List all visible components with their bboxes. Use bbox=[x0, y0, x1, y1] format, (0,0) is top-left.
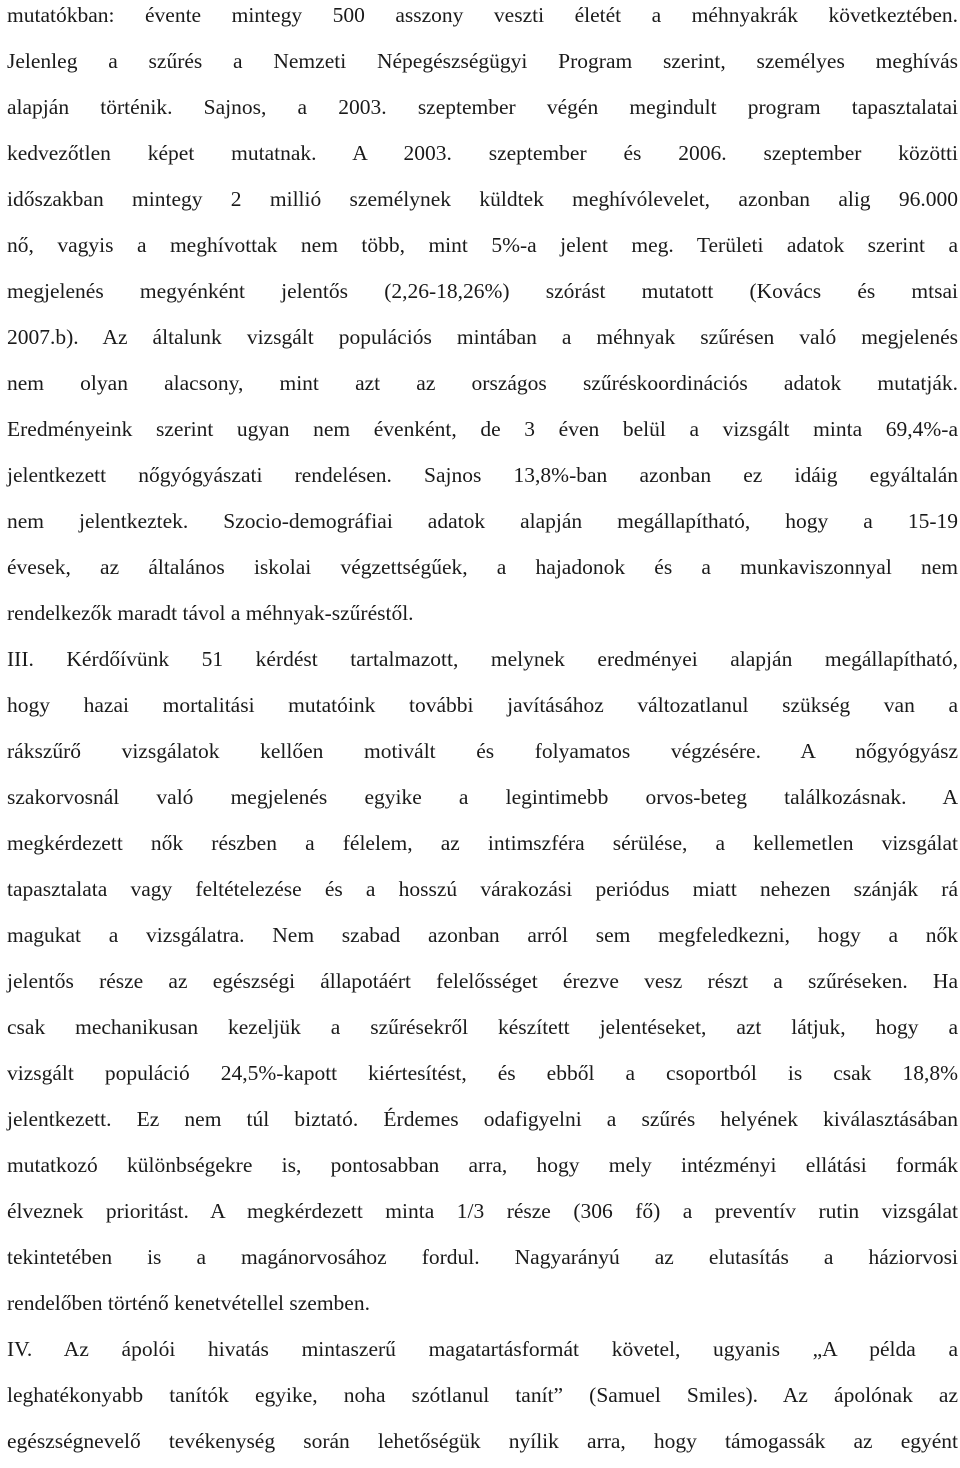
text-line: szakorvosnál való megjelenés egyike a legintimebb orvos-beteg találkozásnak. A bbox=[7, 785, 958, 809]
text-line: nem olyan alacsony, mint azt az országos szűréskoordinációs adatok mutatják. bbox=[7, 371, 958, 395]
text-line: csak mechanikusan kezeljük a szűrésekről készített jelentéseket, azt látjuk, hogy a bbox=[7, 1015, 958, 1039]
text-line: mutatókban: évente mintegy 500 asszony veszti életét a méhnyakrák következtében. bbox=[7, 3, 958, 27]
text-line: alapján történik. Sajnos, a 2003. szeptember végén megindult program tapasztalatai bbox=[7, 95, 958, 119]
text-line: évesek, az általános iskolai végzettségűek, a hajadonok és a munkaviszonnyal nem bbox=[7, 555, 958, 579]
text-line: mutatkozó különbségekre is, pontosabban arra, hogy mely intézményi ellátási formák bbox=[7, 1153, 958, 1177]
text-line: rákszűrő vizsgálatok kellően motivált és folyamatos végzésére. A nőgyógyász bbox=[7, 739, 958, 763]
text-line: tapasztalata vagy feltételezése és a hosszú várakozási periódus miatt nehezen szánják rá bbox=[7, 877, 958, 901]
text-line: hogy hazai mortalitási mutatóink további javításához változatlanul szükség van a bbox=[7, 693, 958, 717]
text-line: jelentkezett. Ez nem túl biztató. Érdemes odafigyelni a szűrés helyének kiválasztásában bbox=[7, 1107, 958, 1131]
text-line: nem jelentkeztek. Szocio-demográfiai adatok alapján megállapítható, hogy a 15-19 bbox=[7, 509, 958, 533]
text-line: Jelenleg a szűrés a Nemzeti Népegészségügyi Program szerint, személyes meghívás bbox=[7, 49, 958, 73]
text-line: III. Kérdőívünk 51 kérdést tartalmazott, melynek eredményei alapján megállapítható, bbox=[7, 647, 958, 671]
text-line: jelentős része az egészségi állapotáért felelősséget érezve vesz részt a szűréseken. Ha bbox=[7, 969, 958, 993]
text-line: megjelenés megyénként jelentős (2,26-18,26%) szórást mutatott (Kovács és mtsai bbox=[7, 279, 958, 303]
text-line: jelentkezett nőgyógyászati rendelésen. Sajnos 13,8%-ban azonban ez idáig egyáltalán bbox=[7, 463, 958, 487]
text-line: leghatékonyabb tanítók egyike, noha szótlanul tanít” (Samuel Smiles). Az ápolónak az bbox=[7, 1383, 958, 1407]
text-line: tekintetében is a magánorvosához fordul. Nagyarányú az elutasítás a háziorvosi bbox=[7, 1245, 958, 1269]
text-line: időszakban mintegy 2 millió személynek küldtek meghívólevelet, azonban alig 96.000 bbox=[7, 187, 958, 211]
text-line: megkérdezett nők részben a félelem, az intimszféra sérülése, a kellemetlen vizsgálat bbox=[7, 831, 958, 855]
text-line: 2007.b). Az általunk vizsgált populációs mintában a méhnyak szűrésen való megjelenés bbox=[7, 325, 958, 349]
text-line: rendelkezők maradt távol a méhnyak-szűréstől. bbox=[7, 601, 414, 625]
text-line: kedvezőtlen képet mutatnak. A 2003. szeptember és 2006. szeptember közötti bbox=[7, 141, 958, 165]
text-line: Eredményeink szerint ugyan nem évenként, de 3 éven belül a vizsgált minta 69,4%-a bbox=[7, 417, 958, 441]
text-line: vizsgált populáció 24,5%-kapott kiértesítést, és ebből a csoportból is csak 18,8% bbox=[7, 1061, 958, 1085]
text-line: élveznek prioritást. A megkérdezett minta 1/3 része (306 fő) a preventív rutin vizsgálat bbox=[7, 1199, 958, 1223]
text-line: IV. Az ápolói hivatás mintaszerű magatartásformát követel, ugyanis „A példa a bbox=[7, 1337, 958, 1361]
text-line: rendelőben történő kenetvétellel szemben. bbox=[7, 1291, 370, 1315]
text-line: nő, vagyis a meghívottak nem több, mint 5%-a jelent meg. Területi adatok szerint a bbox=[7, 233, 958, 257]
text-line: magukat a vizsgálatra. Nem szabad azonban arról sem megfeledkezni, hogy a nők bbox=[7, 923, 958, 947]
text-line: egészségnevelő tevékenység során lehetőségük nyílik arra, hogy támogassák az egyént bbox=[7, 1429, 958, 1453]
